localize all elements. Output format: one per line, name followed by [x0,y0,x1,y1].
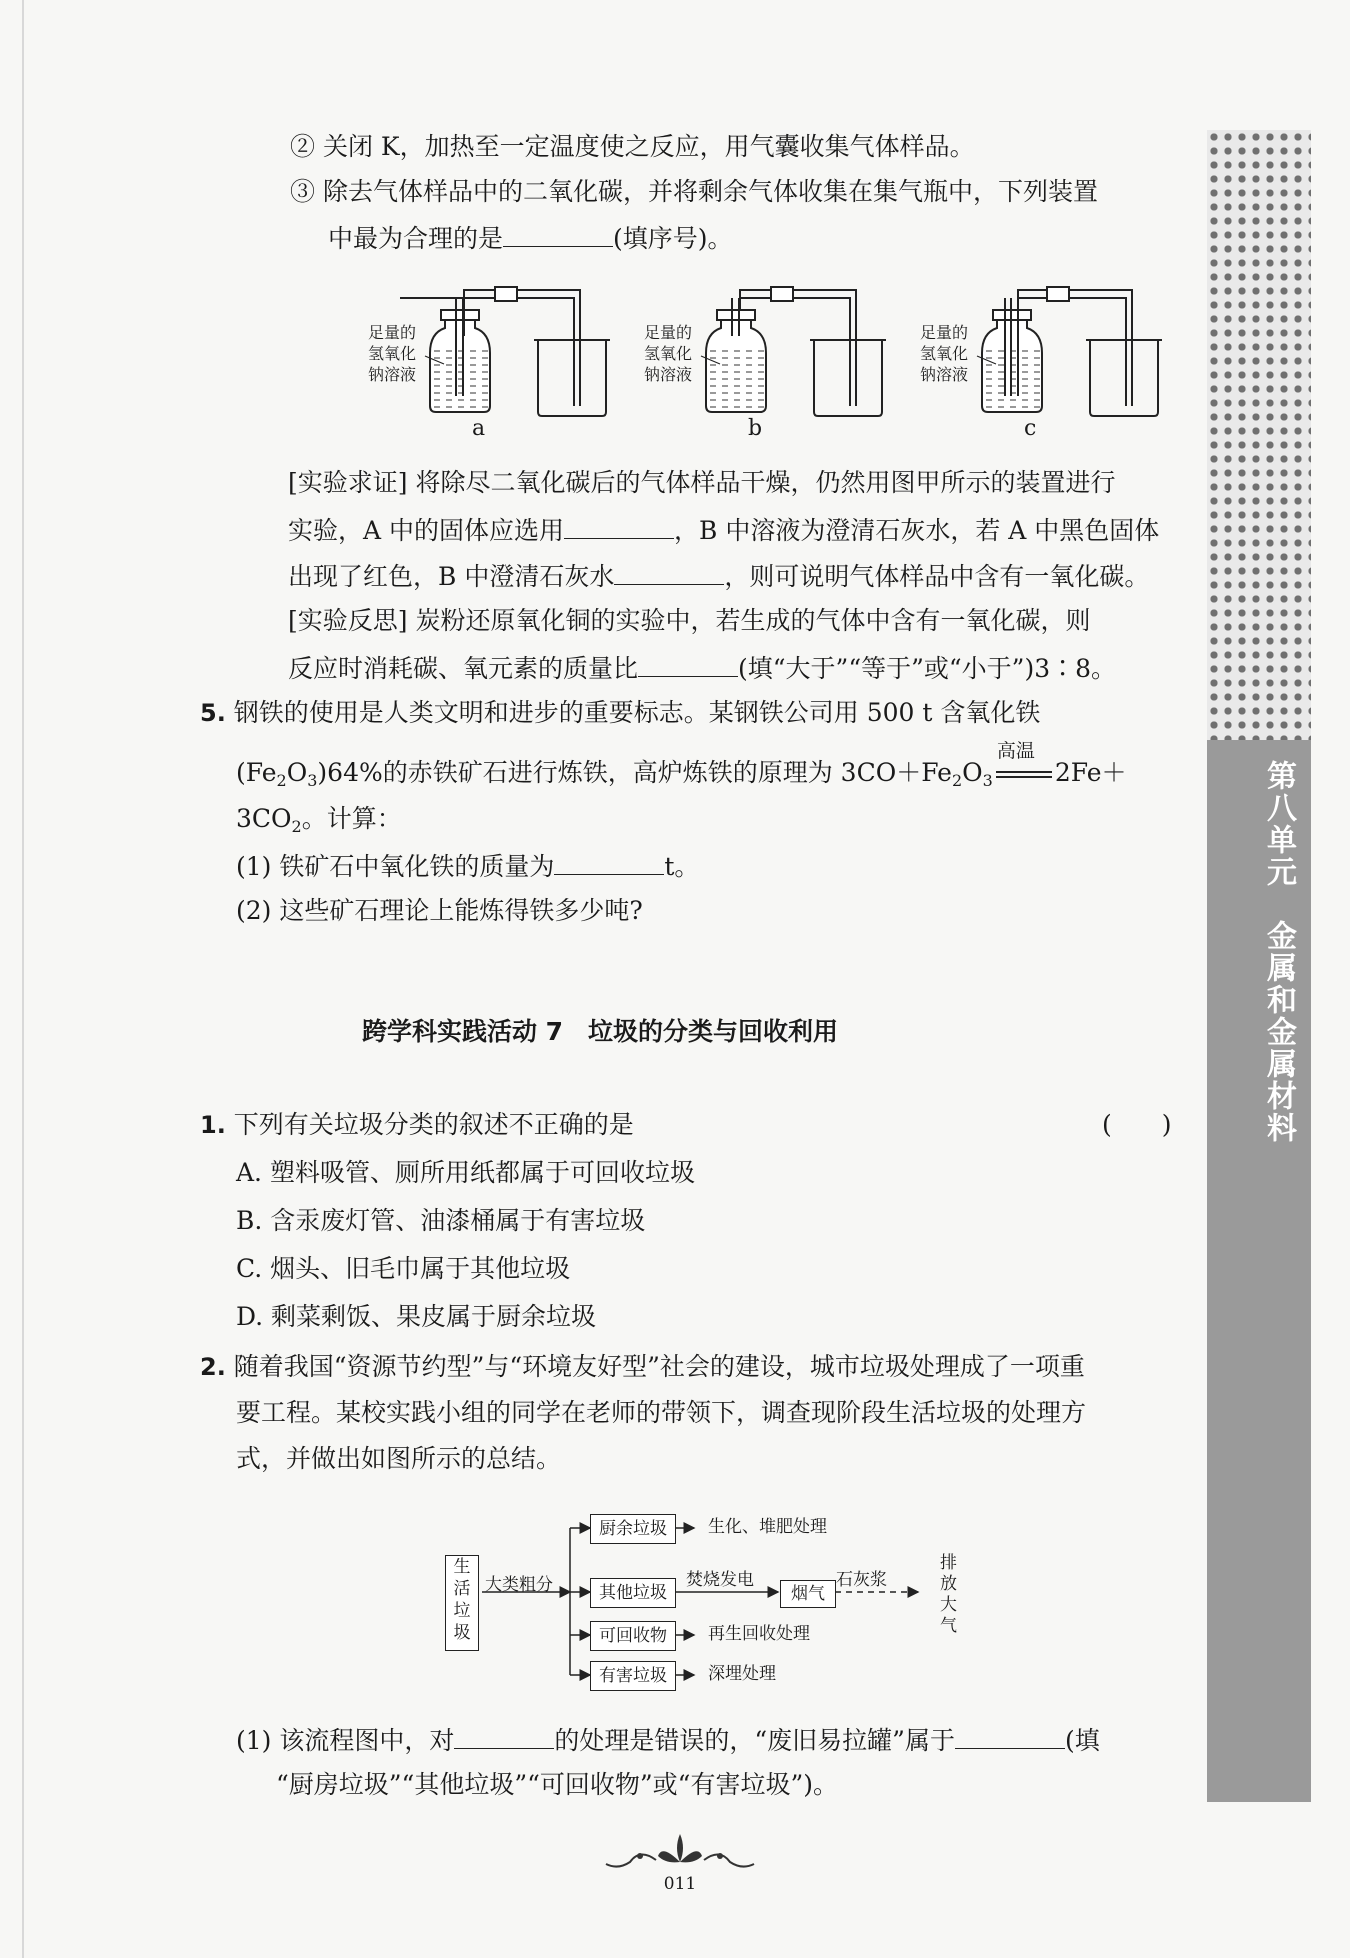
step-3-line1: ③ 除去气体样品中的二氧化碳，并将剩余气体收集在集气瓶中，下列装置 [290,177,1098,206]
flow-harm-process: 深埋处理 [708,1664,776,1684]
reflect-line1: [实验反思] 炭粉还原氧化铜的实验中，若生成的气体中含有一氧化碳，则 [288,606,1091,635]
flow-kitchen-process: 生化、堆肥处理 [708,1517,827,1537]
reflect-line2: 反应时消耗碳、氧元素的质量比 (填“大于”“等于”或“小于”)3∶8。 [288,650,1116,686]
flow-other-box: 其他垃圾 [590,1578,676,1608]
apparatus-letter-a: a [472,416,486,441]
label-b-1: 足量的 [644,323,693,342]
label-b-3: 钠溶液 [644,365,693,384]
verify-line3: 出现了红色，B 中澄清石灰水 ，则可说明气体样品中含有一氧化碳。 [288,558,1149,594]
label-c-2: 氢氧化 [920,344,969,363]
question-5-line3: $3CO_2$。计算： [236,804,402,836]
apparatus-c [982,287,1162,416]
question-1-stem: 1. 下列有关垃圾分类的叙述不正确的是 [200,1110,634,1139]
question-2-line1: 2. 随着我国“资源节约型”与“环境友好型”社会的建设，城市垃圾处理成了一项重 [200,1352,1085,1381]
question-5-sub1: (1) 铁矿石中氧化铁的质量为 t。 [236,848,699,884]
option-c: C. 烟头、旧毛巾属于其他垃圾 [236,1254,571,1283]
flow-smoke-box: 烟气 [780,1580,836,1608]
label-c-3: 钠溶液 [920,365,969,384]
question-5-line2: $(Fe_2O_3)64\%$的赤铁矿石进行炼铁，高炉炼铁的原理为 $3CO+Fe_2O_3$ 高温 2Fe＋ [236,756,1127,798]
label-a-1: 足量的 [368,323,417,342]
sidebar-halftone-pattern [1207,130,1311,740]
reaction-condition: 高温 [996,740,1035,762]
question-2-line2: 要工程。某校实践小组的同学在老师的带领下，调查现阶段生活垃圾的处理方 [236,1398,1087,1427]
section-title: 跨学科实践活动 7 垃圾的分类与回收利用 [361,1017,839,1046]
verify-line2: 实验，A 中的固体应选用 ，B 中溶液为澄清石灰水，若 A 中黑色固体 [288,512,1159,548]
label-c-1: 足量的 [920,323,969,342]
question-5-sub2: (2) 这些矿石理论上能炼得铁多少吨? [236,896,643,925]
flow-emit-label: 排放大气 [940,1553,957,1636]
page-number: 011 [663,1874,697,1894]
question-5-line1: 5. 钢铁的使用是人类文明和进步的重要标志。某钢铁公司用 500 t 含氧化铁 [200,698,1041,727]
question-2-sub1-line2: “厨房垃圾”“其他垃圾”“可回收物”或“有害垃圾”)。 [276,1770,839,1799]
flow-split-label: 大类粗分 [485,1575,553,1595]
flow-burn-label: 焚烧发电 [686,1570,754,1590]
apparatus-letter-b: b [748,416,763,441]
verify-line1: [实验求证] 将除尽二氧化碳后的气体样品干燥，仍然用图甲所示的装置进行 [288,468,1116,497]
apparatus-letter-c: c [1024,416,1037,441]
option-a: A. 塑料吸管、厕所用纸都属于可回收垃圾 [236,1158,695,1187]
label-a-2: 氢氧化 [368,344,417,363]
flow-lime-label: 石灰浆 [836,1570,887,1590]
step-2: ② 关闭 K，加热至一定温度使之反应，用气囊收集气体样品。 [290,132,975,161]
flow-kitchen-box: 厨余垃圾 [590,1514,676,1544]
apparatus-a [400,287,610,416]
answer-paren: ( ) [1102,1110,1172,1139]
flow-harm-box: 有害垃圾 [590,1661,676,1691]
label-a-3: 钠溶液 [368,365,417,384]
flow-source-box: 生活垃圾 [445,1555,479,1651]
flow-recycle-box: 可回收物 [590,1621,676,1651]
apparatus-b [706,287,886,416]
step-3-line2: 中最为合理的是 (填序号)。 [328,220,733,256]
label-b-2: 氢氧化 [644,344,693,363]
unit-title: 第八单元 金属和金属材料 [1261,760,1296,1144]
option-d: D. 剩菜剩饭、果皮属于厨余垃圾 [236,1302,597,1331]
question-2-sub1-line1: (1) 该流程图中，对 的处理是错误的，“废旧易拉罐”属于 (填 [236,1722,1100,1758]
option-b: B. 含汞废灯管、油漆桶属于有害垃圾 [236,1206,646,1235]
flow-recycle-process: 再生回收处理 [708,1624,810,1644]
page-margin-line [22,0,24,1958]
footer-ornament [600,1826,760,1876]
question-2-line3: 式，并做出如图所示的总结。 [236,1444,562,1473]
